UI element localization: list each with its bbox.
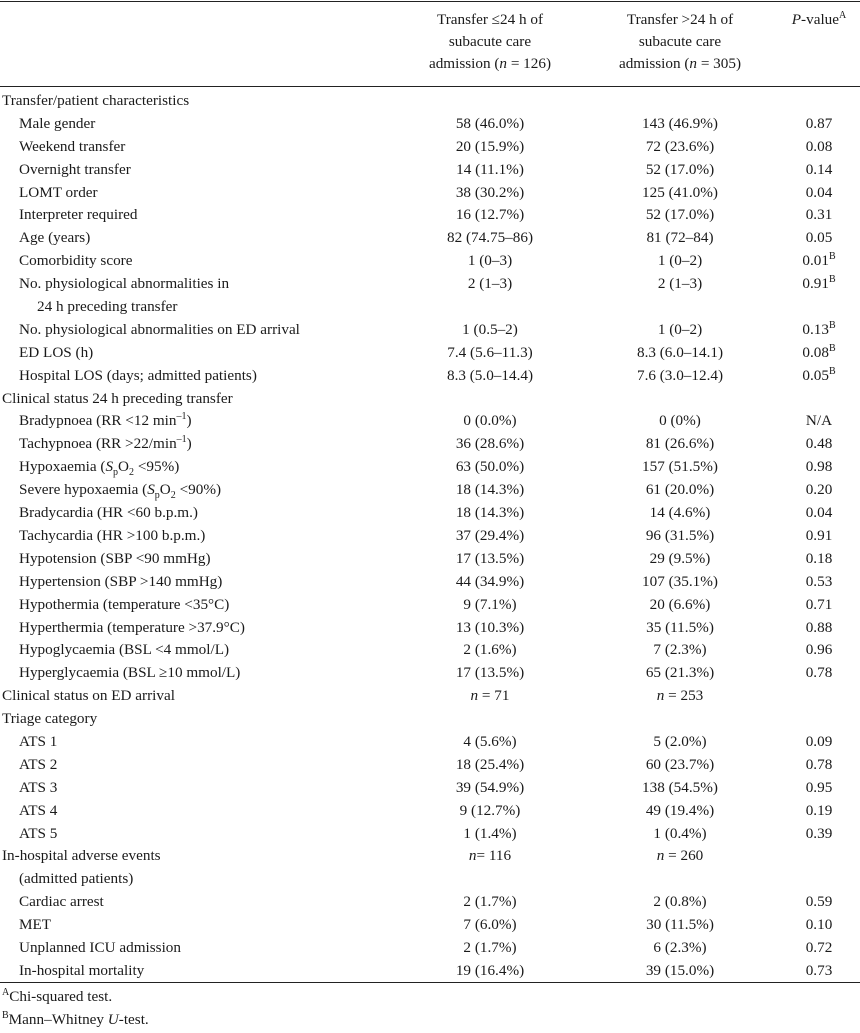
value-over-24h: 14 (4.6%) — [649, 504, 711, 522]
table-row — [0, 388, 860, 411]
value-within-24h: 7 (6.0%) — [463, 916, 517, 934]
pvalue-footnote-marker: A — [839, 9, 847, 21]
row-label: Hyperglycaemia (BSL ≥10 mmol/L) — [19, 664, 241, 682]
pvalue-label: P-value — [791, 11, 839, 28]
row-label: Transfer/patient characteristics — [2, 92, 190, 109]
table-row — [0, 823, 860, 846]
value-over-24h: 39 (15.0%) — [645, 961, 715, 979]
table-row — [0, 777, 860, 800]
value-over-24h: n = 253 — [656, 687, 704, 705]
table-row — [0, 891, 860, 914]
row-label: ATS 2 — [19, 755, 58, 773]
value-within-24h: 44 (34.9%) — [455, 572, 525, 590]
value-over-24h: 20 (6.6%) — [649, 595, 711, 613]
value-over-24h: 65 (21.3%) — [645, 664, 715, 682]
p-value: 0.08 — [805, 137, 833, 155]
footnote-a — [2, 986, 112, 1008]
value-over-24h: 29 (9.5%) — [649, 549, 711, 567]
table-row — [0, 319, 860, 342]
value-within-24h: 2 (1.7%) — [463, 893, 517, 911]
table-row — [0, 136, 860, 159]
p-value: 0.96 — [805, 641, 833, 659]
row-label: Tachypnoea $(RR >22/\min^{-1})$ — [19, 434, 192, 453]
row-label: ATS 3 — [19, 778, 58, 796]
value-over-24h: 52 (17.0%) — [645, 206, 715, 224]
row-label: Cardiac arrest — [19, 893, 104, 911]
table-row — [0, 273, 860, 319]
p-value: $0.91^B$ — [802, 274, 836, 293]
row-label: Clinical status 24 h preceding transfer — [2, 389, 233, 407]
row-label: Age (years) — [19, 229, 91, 247]
p-value: 0.53 — [805, 572, 833, 590]
p-value: N/A — [805, 412, 833, 430]
row-label: ED LOS (h) — [19, 343, 94, 361]
table-body — [0, 90, 860, 983]
value-over-24h: 6 (2.3%) — [653, 938, 707, 956]
row-label: Male gender — [19, 114, 96, 132]
table-row — [0, 90, 860, 113]
table-row — [0, 754, 860, 777]
row-label: Weekend transfer — [19, 137, 126, 155]
table-row — [0, 433, 860, 456]
value-within-24h: 18 (14.3%) — [455, 504, 525, 522]
header-line: subacute care — [638, 33, 722, 50]
p-value: 0.10 — [805, 916, 833, 934]
p-value: 0.87 — [805, 114, 833, 132]
value-over-24h: 60 (23.7%) — [645, 755, 715, 773]
value-over-24h: 96 (31.5%) — [645, 526, 715, 544]
value-over-24h: 52 (17.0%) — [645, 160, 715, 178]
row-label: Clinical status on ED arrival — [2, 687, 175, 705]
value-over-24h: 35 (11.5%) — [646, 618, 714, 636]
table-row — [0, 227, 860, 250]
p-value: 0.59 — [805, 893, 833, 911]
table-row — [0, 502, 860, 525]
p-value: 0.73 — [805, 961, 833, 979]
table-row — [0, 845, 860, 891]
footnote-marker: B — [2, 1009, 9, 1021]
value-within-24h: 17 (13.5%) — [455, 664, 525, 682]
value-over-24h: 125 (41.0%) — [642, 183, 718, 201]
table-row — [0, 365, 860, 388]
table-row — [0, 548, 860, 571]
header-line: admission (n = 305) — [618, 55, 742, 72]
table-row — [0, 204, 860, 227]
header-line: Transfer >24 h of — [626, 11, 734, 28]
value-within-24h: 36 (28.6%) — [455, 435, 525, 453]
value-within-24h: 14 (11.1%) — [456, 160, 524, 178]
p-value: 0.95 — [805, 778, 833, 796]
table-row — [0, 594, 860, 617]
row-label: Overnight transfer — [19, 160, 131, 178]
row-label: Hypoxaemia $(S_pO_2 <95\%)$ — [19, 458, 180, 479]
value-over-24h: 81 (72–84) — [646, 229, 714, 247]
table-row — [0, 960, 860, 983]
value-over-24h: 107 (35.1%) — [642, 572, 718, 590]
p-value: 0.19 — [805, 801, 833, 819]
p-value: 0.91 — [805, 526, 833, 544]
p-value: 0.20 — [805, 481, 833, 499]
value-over-24h: 1 (0–2) — [657, 320, 703, 338]
value-over-24h: 81 (26.6%) — [645, 435, 715, 453]
value-within-24h: 8.3 (5.0–14.4) — [446, 366, 534, 384]
table-row — [0, 159, 860, 182]
value-over-24h: 0 (0%) — [659, 412, 701, 430]
value-over-24h: 30 (11.5%) — [646, 916, 714, 934]
footnote-marker: A — [2, 986, 10, 998]
table-row — [0, 731, 860, 754]
value-within-24h: 1 (0.5–2) — [462, 320, 518, 338]
table-row — [0, 479, 860, 502]
header-col-within-24h — [400, 9, 580, 75]
table-row — [0, 937, 860, 960]
value-within-24h: 18 (25.4%) — [455, 755, 525, 773]
p-value: 0.04 — [805, 504, 833, 522]
row-label: Hypothermia (temperature <35°C) — [19, 595, 230, 613]
row-label: Hyperthermia (temperature >37.9°C) — [19, 618, 245, 636]
table-row — [0, 685, 860, 708]
value-over-24h: 61 (20.0%) — [645, 481, 715, 499]
header-col-pvalue — [778, 9, 860, 31]
row-label: No. physiological abnormalities in 24 h preceding transfer — [19, 275, 230, 316]
value-over-24h: 143 (46.9%) — [642, 114, 718, 132]
table-row — [0, 182, 860, 205]
p-value: $0.05^B$ — [802, 365, 836, 384]
value-over-24h: 72 (23.6%) — [645, 137, 715, 155]
value-over-24h: 8.3 (6.0–14.1) — [636, 343, 724, 361]
row-label: No. physiological abnormalities on ED arrival — [19, 320, 300, 338]
header-line: subacute care — [448, 33, 532, 50]
value-within-24h: 2 (1.6%) — [463, 641, 517, 659]
value-within-24h: 20 (15.9%) — [455, 137, 525, 155]
value-over-24h: 7.6 (3.0–12.4) — [636, 366, 724, 384]
header-line: admission (n = 126) — [428, 55, 552, 72]
value-within-24h: 13 (10.3%) — [455, 618, 525, 636]
p-value: $0.13^B$ — [802, 319, 836, 338]
value-within-24h: 2 (1–3) — [467, 275, 513, 293]
table-row — [0, 617, 860, 640]
table-row — [0, 456, 860, 479]
p-value: 0.18 — [805, 549, 833, 567]
row-label: Comorbidity score — [19, 252, 133, 270]
row-label: Severe hypoxaemia $(S_pO_2 <90\%)$ — [19, 481, 222, 502]
row-label: MET — [19, 916, 52, 934]
row-label: Triage category — [2, 710, 98, 728]
value-within-24h: 1 (0–3) — [467, 252, 513, 270]
row-label: Hypotension (SBP <90 mmHg) — [19, 549, 211, 567]
p-value: 0.71 — [805, 595, 833, 613]
header-rule — [0, 86, 860, 87]
footnote-text: Chi-squared test. — [9, 988, 113, 1005]
value-over-24h: 1 (0.4%) — [653, 824, 707, 842]
value-within-24h: 17 (13.5%) — [455, 549, 525, 567]
p-value: 0.04 — [805, 183, 833, 201]
top-rule — [0, 1, 860, 2]
row-label: Hospital LOS (days; admitted patients) — [19, 366, 257, 384]
footnote-text: Mann–Whitney U-test. — [8, 1011, 149, 1028]
p-value: 0.05 — [805, 229, 833, 247]
value-within-24h: 18 (14.3%) — [455, 481, 525, 499]
table-row — [0, 250, 860, 273]
p-value: 0.98 — [805, 458, 833, 476]
header-line: Transfer ≤24 h of — [436, 11, 544, 28]
table-row — [0, 639, 860, 662]
table-row — [0, 800, 860, 823]
value-within-24h: 58 (46.0%) — [455, 114, 525, 132]
row-label: LOMT order — [19, 183, 98, 201]
value-over-24h: 5 (2.0%) — [653, 732, 707, 750]
value-within-24h: 82 (74.75–86) — [446, 229, 534, 247]
p-value: 0.48 — [805, 435, 833, 453]
value-over-24h: 2 (0.8%) — [653, 893, 707, 911]
value-within-24h: 2 (1.7%) — [463, 938, 517, 956]
row-label: Hypoglycaemia (BSL <4 mmol/L) — [19, 641, 230, 659]
value-within-24h: 7.4 (5.6–11.3) — [447, 343, 533, 361]
table-row — [0, 525, 860, 548]
value-within-24h: 1 (1.4%) — [463, 824, 517, 842]
table-row — [0, 113, 860, 136]
value-within-24h: 63 (50.0%) — [455, 458, 525, 476]
row-label: Bradycardia (HR <60 b.p.m.) — [19, 504, 198, 522]
p-value: 0.78 — [805, 755, 833, 773]
p-value: $0.08^B$ — [802, 342, 836, 361]
row-label: Unplanned ICU admission — [19, 938, 181, 956]
value-over-24h: 2 (1–3) — [657, 275, 703, 293]
row-label: In-hospital mortality — [19, 961, 145, 979]
p-value: 0.72 — [805, 938, 833, 956]
row-label: ATS 4 — [19, 801, 58, 819]
value-over-24h: 138 (54.5%) — [642, 778, 718, 796]
value-within-24h: n= 116 — [468, 847, 512, 865]
table-row — [0, 410, 860, 433]
value-over-24h: 157 (51.5%) — [642, 458, 718, 476]
table-row — [0, 571, 860, 594]
value-over-24h: 1 (0–2) — [657, 252, 703, 270]
row-label: Hypertension (SBP >140 mmHg) — [19, 572, 223, 590]
value-within-24h: n = 71 — [470, 687, 510, 705]
value-within-24h: 9 (7.1%) — [463, 595, 517, 613]
row-label: ATS 1 — [19, 732, 58, 750]
footnote-b — [2, 1009, 149, 1031]
row-label: Tachycardia (HR >100 b.p.m.) — [19, 526, 206, 544]
value-over-24h: n = 260 — [656, 847, 704, 865]
p-value: 0.31 — [805, 206, 833, 224]
bottom-rule — [0, 982, 860, 983]
value-over-24h: 7 (2.3%) — [653, 641, 707, 659]
value-within-24h: 37 (29.4%) — [455, 526, 525, 544]
row-label: In-hospital adverse events (admitted patients) — [2, 847, 161, 888]
row-label: Interpreter required — [19, 206, 138, 224]
row-label: ATS 5 — [19, 824, 58, 842]
value-within-24h: 9 (12.7%) — [459, 801, 521, 819]
table-row — [0, 342, 860, 365]
value-within-24h: 38 (30.2%) — [455, 183, 525, 201]
table-row — [0, 708, 860, 731]
p-value: 0.09 — [805, 732, 833, 750]
row-label: Bradypnoea (RR <12 $\min^{-1}$) — [19, 411, 192, 430]
value-within-24h: 4 (5.6%) — [463, 732, 517, 750]
p-value: 0.88 — [805, 618, 833, 636]
p-value: 0.14 — [805, 160, 833, 178]
value-over-24h: 49 (19.4%) — [645, 801, 715, 819]
p-value: 0.78 — [805, 664, 833, 682]
header-col-over-24h — [590, 9, 770, 75]
p-value: $0.01^B$ — [802, 251, 836, 270]
value-within-24h: 16 (12.7%) — [455, 206, 525, 224]
table-row — [0, 914, 860, 937]
value-within-24h: 19 (16.4%) — [455, 961, 525, 979]
table-row — [0, 662, 860, 685]
p-value: 0.39 — [805, 824, 833, 842]
value-within-24h: 0 (0.0%) — [463, 412, 517, 430]
value-within-24h: 39 (54.9%) — [455, 778, 525, 796]
